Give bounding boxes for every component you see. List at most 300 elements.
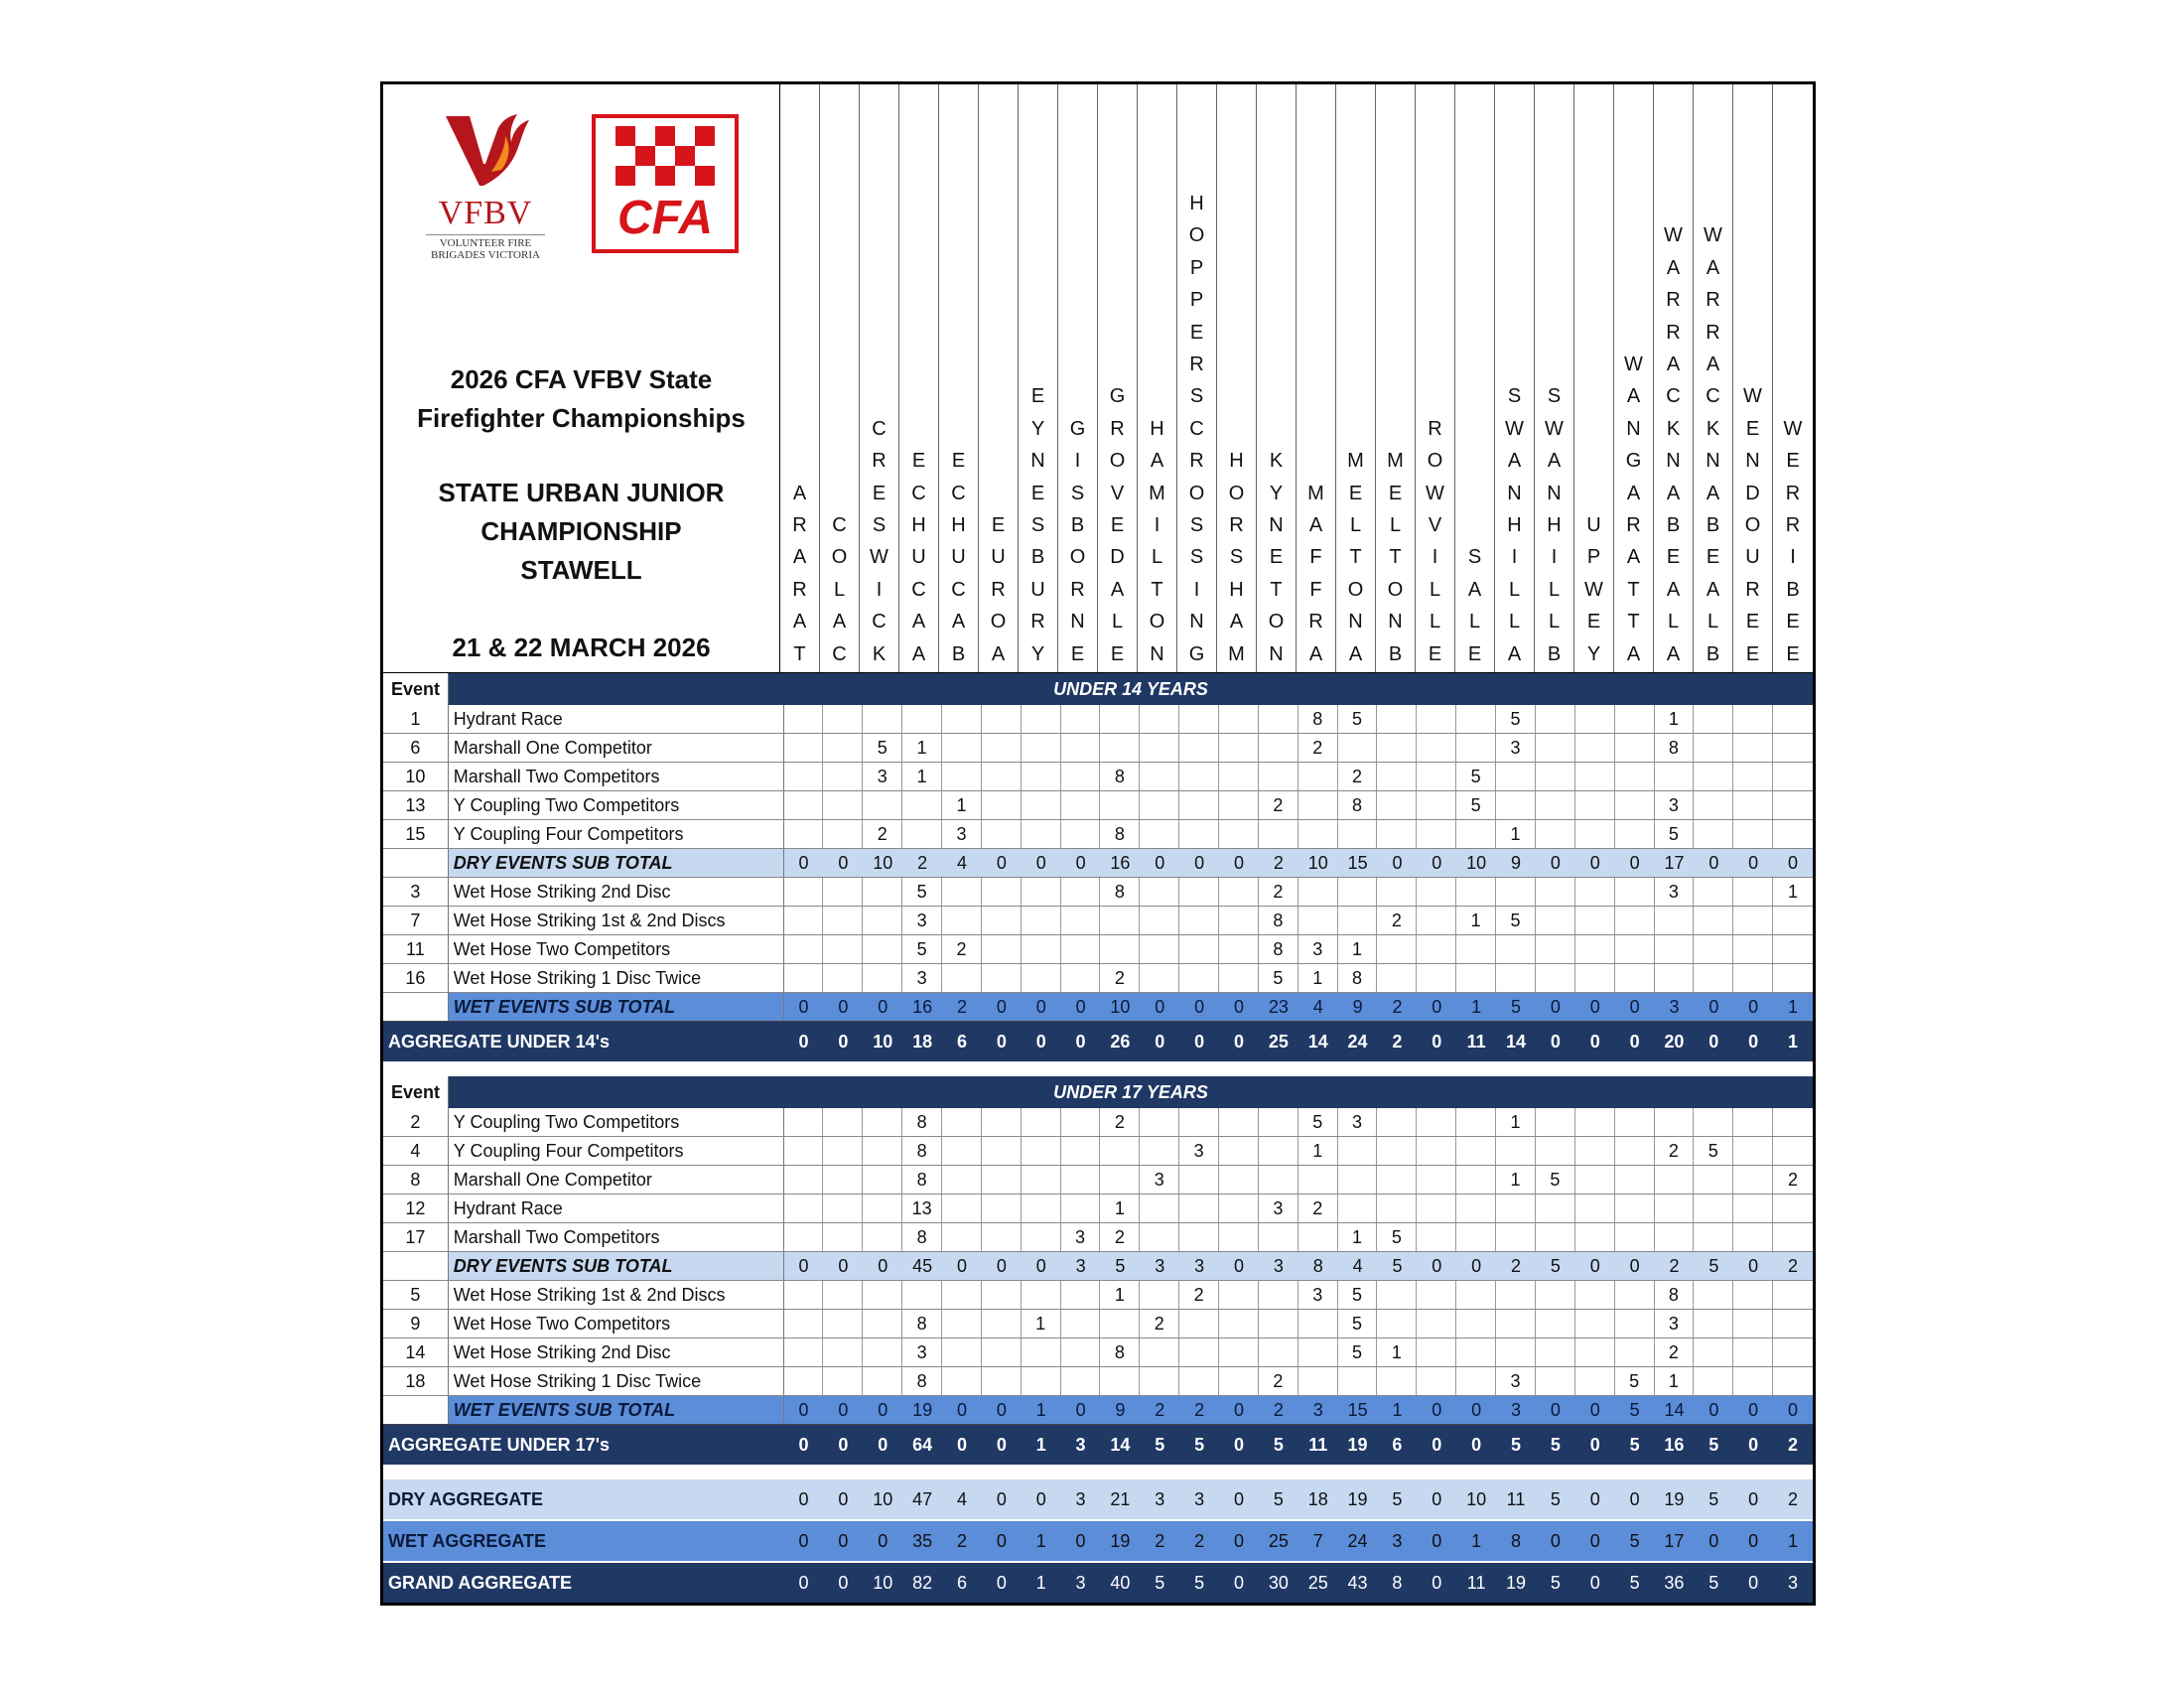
- event-number: 18: [383, 1367, 449, 1395]
- score-cell: 0: [878, 1256, 888, 1276]
- club-header: [1535, 84, 1574, 672]
- club-letter: W: [870, 546, 888, 569]
- club-letter: M: [1307, 482, 1324, 504]
- score-cell: [1417, 907, 1456, 934]
- score-cell: [1219, 1310, 1259, 1337]
- score-cell: [784, 1137, 824, 1165]
- dry-subtotal-row: [383, 1252, 1813, 1281]
- score-cell: 8: [1100, 763, 1140, 790]
- event-number: 3: [383, 878, 449, 906]
- score-cell: [1022, 705, 1061, 733]
- score-cell: [1100, 1367, 1140, 1395]
- score-cell: 0: [1589, 1032, 1600, 1052]
- event-number: 7: [383, 907, 449, 934]
- score-cell: [1615, 1338, 1655, 1366]
- score-cell: [1377, 878, 1417, 906]
- score-cell: [942, 734, 982, 762]
- grand-aggregate-label: GRAND AGGREGATE: [388, 1573, 573, 1593]
- score-cell: [1140, 935, 1179, 963]
- score-cell: [1575, 1166, 1615, 1194]
- club-letter: T: [1270, 578, 1283, 601]
- score-cell: [823, 1137, 863, 1165]
- score-cell: [1655, 1195, 1695, 1222]
- club-letter: U: [911, 546, 926, 569]
- event-dates: 21 & 22 MARCH 2026: [452, 633, 711, 662]
- score-cell: [1536, 1137, 1575, 1165]
- score-cell: 10: [1307, 853, 1328, 873]
- score-cell: 15: [1347, 1400, 1368, 1420]
- club-header: [1733, 84, 1773, 672]
- score-cell: 5: [1115, 1256, 1126, 1276]
- score-cell: 3: [1655, 1310, 1695, 1337]
- event-name: Wet Hose Striking 1 Disc Twice: [449, 1367, 784, 1395]
- vfbv-flame-icon: [426, 112, 545, 192]
- score-cell: [1733, 1367, 1773, 1395]
- score-cell: [1417, 1195, 1456, 1222]
- score-cell: [784, 763, 824, 790]
- score-cell: 3: [1155, 1489, 1165, 1509]
- club-letter: S: [1070, 482, 1085, 504]
- club-letter: N: [1388, 611, 1403, 633]
- score-cell: [1140, 820, 1179, 848]
- club-letter: E: [1786, 611, 1800, 633]
- score-cell: [784, 907, 824, 934]
- score-cell: 8: [902, 1166, 942, 1194]
- score-cell: [1259, 820, 1298, 848]
- score-cell: [1733, 734, 1773, 762]
- score-cell: 3: [1338, 1108, 1378, 1136]
- score-cell: [982, 1223, 1022, 1251]
- event-number: 4: [383, 1137, 449, 1165]
- score-cell: 19: [912, 1400, 933, 1420]
- score-cell: [1575, 1137, 1615, 1165]
- score-cell: [1733, 1223, 1773, 1251]
- club-letter: E: [1030, 482, 1045, 504]
- club-letter: R: [1785, 513, 1801, 536]
- score-cell: 5: [863, 734, 902, 762]
- score-cell: 0: [838, 1032, 849, 1052]
- score-cell: [1140, 1195, 1179, 1222]
- score-cell: 0: [1550, 1032, 1561, 1052]
- club-letter: C: [1666, 385, 1681, 408]
- score-cell: [1694, 1367, 1733, 1395]
- club-letter: B: [1070, 513, 1085, 536]
- score-cell: [1456, 734, 1496, 762]
- score-cell: [1061, 1310, 1101, 1337]
- score-cell: 1: [1471, 997, 1482, 1017]
- score-cell: 3: [902, 964, 942, 992]
- score-cell: 0: [1550, 1400, 1561, 1420]
- score-cell: 5: [1694, 1137, 1733, 1165]
- club-header: [1773, 84, 1813, 672]
- score-cell: [1259, 1281, 1298, 1309]
- score-cell: 3: [1061, 1223, 1101, 1251]
- score-cell: [1179, 878, 1219, 906]
- score-cell: 0: [798, 1435, 809, 1455]
- score-cell: 35: [912, 1531, 933, 1551]
- score-cell: [1140, 791, 1179, 819]
- club-letter: A: [1666, 642, 1681, 665]
- score-cell: [1694, 1338, 1733, 1366]
- score-cell: 1: [1788, 882, 1799, 902]
- score-cell: 0: [1748, 1256, 1759, 1276]
- score-cell: [1773, 820, 1813, 848]
- score-cell: 0: [1471, 1256, 1482, 1276]
- score-cell: [1100, 791, 1140, 819]
- score-cell: 1: [1496, 1166, 1536, 1194]
- score-cell: 0: [838, 1489, 849, 1509]
- club-letter: E: [1388, 482, 1403, 504]
- club-letter: A: [1150, 450, 1164, 473]
- club-letter: L: [1111, 611, 1124, 633]
- score-cell: [1773, 1338, 1813, 1366]
- event-row: [383, 935, 1813, 964]
- club-header: [1376, 84, 1416, 672]
- score-cell: 0: [798, 1032, 809, 1052]
- score-cell: [784, 734, 824, 762]
- score-cell: 5: [1655, 820, 1695, 848]
- score-cell: [1298, 1338, 1338, 1366]
- club-letter: L: [1468, 611, 1481, 633]
- score-cell: [1219, 1223, 1259, 1251]
- club-letter: A: [1666, 256, 1681, 279]
- club-letter: C: [832, 642, 847, 665]
- club-letter: O: [1109, 450, 1126, 473]
- score-cell: [1338, 1367, 1378, 1395]
- score-cell: [1219, 964, 1259, 992]
- score-cell: [1377, 1367, 1417, 1395]
- club-letter: I: [1193, 578, 1200, 601]
- score-cell: 2: [1298, 734, 1338, 762]
- score-cell: [784, 1367, 824, 1395]
- score-cell: [823, 1367, 863, 1395]
- club-header: [1416, 84, 1455, 672]
- event-row: [383, 1367, 1813, 1396]
- club-letter: A: [951, 611, 966, 633]
- score-cell: 0: [1234, 853, 1245, 873]
- score-cell: 4: [956, 1489, 967, 1509]
- score-cell: 17: [1664, 1531, 1685, 1551]
- title-line-1: 2026 CFA VFBV State: [450, 364, 713, 394]
- score-cell: [1061, 907, 1101, 934]
- wet-aggregate-row: [383, 1521, 1813, 1561]
- score-cell: [1456, 1137, 1496, 1165]
- score-cell: [902, 791, 942, 819]
- score-cell: [823, 820, 863, 848]
- score-cell: 14: [1307, 1032, 1328, 1052]
- score-cell: [1298, 1166, 1338, 1194]
- aggregate-label: AGGREGATE UNDER 14's: [388, 1032, 610, 1052]
- score-cell: [1298, 1223, 1338, 1251]
- score-cell: [1773, 1367, 1813, 1395]
- club-header: [1138, 84, 1177, 672]
- score-cell: 3: [1155, 1256, 1165, 1276]
- club-letter: U: [1586, 513, 1601, 536]
- score-cell: 8: [1259, 907, 1298, 934]
- score-cell: 3: [902, 1338, 942, 1366]
- score-cell: [1259, 1108, 1298, 1136]
- score-cell: [982, 1338, 1022, 1366]
- club-letter: R: [1706, 321, 1720, 344]
- wet-subtotal-row: [383, 1396, 1813, 1425]
- score-cell: [1575, 935, 1615, 963]
- score-cell: 3: [1194, 1489, 1205, 1509]
- club-letter: I: [876, 578, 883, 601]
- cfa-checker-icon: [615, 126, 715, 188]
- score-cell: [1575, 1338, 1615, 1366]
- score-cell: [863, 1137, 902, 1165]
- score-cell: 0: [1233, 1032, 1244, 1052]
- score-cell: [784, 964, 824, 992]
- score-cell: [1694, 1281, 1733, 1309]
- score-cell: [1694, 1310, 1733, 1337]
- club-letter: I: [1790, 546, 1796, 569]
- score-cell: [784, 705, 824, 733]
- score-cell: [942, 1108, 982, 1136]
- score-cell: [1536, 935, 1575, 963]
- score-cell: [1219, 1281, 1259, 1309]
- score-cell: 5: [1550, 1256, 1561, 1276]
- score-cell: [1377, 935, 1417, 963]
- score-cell: 0: [996, 1489, 1007, 1509]
- score-cell: 8: [1338, 964, 1378, 992]
- score-cell: [1061, 1137, 1101, 1165]
- club-header: [1614, 84, 1654, 672]
- score-cell: 10: [873, 1032, 893, 1052]
- event-name: Marshall One Competitor: [449, 734, 784, 762]
- score-cell: 0: [838, 1531, 849, 1551]
- score-cell: 5: [1511, 997, 1522, 1017]
- score-cell: 8: [1100, 1338, 1140, 1366]
- score-cell: 0: [996, 997, 1007, 1017]
- club-letter: O: [1228, 482, 1245, 504]
- score-cell: [1694, 1223, 1733, 1251]
- score-cell: 19: [1347, 1435, 1368, 1455]
- subtitle-line-3: STAWELL: [520, 555, 642, 585]
- score-cell: [1773, 935, 1813, 963]
- score-cell: [1773, 1108, 1813, 1136]
- score-cell: 9: [1115, 1400, 1126, 1420]
- score-cell: 0: [1589, 1489, 1600, 1509]
- score-cell: [1259, 1223, 1298, 1251]
- score-cell: 16: [1110, 853, 1131, 873]
- score-cell: [1022, 935, 1061, 963]
- club-letter: R: [1666, 289, 1681, 312]
- score-cell: [1179, 907, 1219, 934]
- club-letter: F: [1309, 578, 1322, 601]
- club-header: [1257, 84, 1297, 672]
- score-cell: 2: [1194, 1400, 1205, 1420]
- score-cell: 0: [1234, 1256, 1245, 1276]
- score-cell: [823, 1223, 863, 1251]
- score-cell: [1417, 705, 1456, 733]
- score-cell: [1694, 791, 1733, 819]
- event-number: 14: [383, 1338, 449, 1366]
- club-letter: U: [951, 546, 966, 569]
- score-cell: 64: [912, 1435, 933, 1455]
- score-cell: [1575, 1108, 1615, 1136]
- dry-aggregate-row: [383, 1479, 1813, 1519]
- score-cell: 5: [1629, 1531, 1640, 1551]
- score-cell: [1022, 791, 1061, 819]
- sheet-header: [383, 84, 1813, 673]
- club-header: [1297, 84, 1336, 672]
- score-cell: 5: [1496, 705, 1536, 733]
- score-cell: [1694, 820, 1733, 848]
- score-cell: 0: [1432, 1032, 1442, 1052]
- score-cell: [1338, 1195, 1378, 1222]
- score-cell: [1694, 1108, 1733, 1136]
- club-header: [1177, 84, 1217, 672]
- score-cell: [1575, 1310, 1615, 1337]
- section-spacer: [383, 1465, 1813, 1479]
- score-cell: [1536, 964, 1575, 992]
- score-cell: 2: [1155, 1400, 1165, 1420]
- club-letter: A: [1706, 352, 1720, 375]
- club-letter: C: [1189, 417, 1204, 440]
- score-cell: [1733, 1338, 1773, 1366]
- score-cell: [1022, 1108, 1061, 1136]
- score-cell: 18: [1307, 1489, 1328, 1509]
- score-cell: [1655, 1108, 1695, 1136]
- score-cell: 2: [1669, 1256, 1680, 1276]
- club-letter: W: [1426, 482, 1444, 504]
- score-cell: [1061, 878, 1101, 906]
- score-cell: 0: [1035, 853, 1046, 873]
- section-title: UNDER 17 YEARS: [1053, 1082, 1208, 1102]
- score-cell: 1: [1035, 1400, 1046, 1420]
- score-cell: 0: [1075, 1531, 1086, 1551]
- club-letter: R: [872, 450, 887, 473]
- score-cell: [1179, 705, 1219, 733]
- score-cell: [1259, 705, 1298, 733]
- event-name: Wet Hose Striking 1st & 2nd Discs: [449, 907, 784, 934]
- club-letter: A: [1626, 482, 1641, 504]
- score-cell: [1298, 1367, 1338, 1395]
- score-cell: 23: [1268, 997, 1289, 1017]
- score-cell: [1022, 1137, 1061, 1165]
- club-letter: S: [1189, 385, 1204, 408]
- score-cell: [1377, 820, 1417, 848]
- score-cell: 0: [1075, 1032, 1086, 1052]
- score-cell: [863, 705, 902, 733]
- score-cell: 2: [1273, 1400, 1284, 1420]
- score-cell: 0: [1550, 1531, 1561, 1551]
- score-cell: [1575, 907, 1615, 934]
- score-cell: 0: [1708, 1531, 1719, 1551]
- score-cell: [1100, 1166, 1140, 1194]
- score-cell: [1140, 763, 1179, 790]
- club-letter: E: [951, 450, 966, 473]
- club-letter: N: [1706, 450, 1720, 473]
- score-cell: [942, 1223, 982, 1251]
- score-cell: 1: [942, 791, 982, 819]
- score-cell: 3: [902, 907, 942, 934]
- score-cell: 0: [1748, 1489, 1759, 1509]
- score-cell: [1061, 820, 1101, 848]
- club-letter: A: [1229, 611, 1244, 633]
- score-cell: 2: [1511, 1256, 1522, 1276]
- club-header: [1098, 84, 1138, 672]
- score-cell: [942, 964, 982, 992]
- score-cell: 2: [1100, 964, 1140, 992]
- score-cell: 0: [838, 1573, 849, 1593]
- score-cell: 0: [1194, 997, 1205, 1017]
- club-letter: A: [792, 482, 807, 504]
- score-cell: 0: [1629, 1032, 1640, 1052]
- event-row: [383, 1108, 1813, 1137]
- score-cell: 5: [1273, 1435, 1284, 1455]
- section-header: [383, 1076, 1813, 1108]
- score-cell: [1733, 1137, 1773, 1165]
- score-cell: [1773, 964, 1813, 992]
- score-cell: [863, 935, 902, 963]
- score-cell: 1: [902, 763, 942, 790]
- club-letter: N: [1269, 513, 1284, 536]
- score-cell: [1575, 964, 1615, 992]
- club-letter: L: [1508, 578, 1521, 601]
- club-letter: E: [991, 513, 1006, 536]
- score-cell: [1140, 1137, 1179, 1165]
- club-letter: G: [1188, 642, 1205, 665]
- score-cell: 8: [1338, 791, 1378, 819]
- club-letter: N: [1507, 482, 1522, 504]
- score-cell: 8: [902, 1223, 942, 1251]
- score-cell: 1: [1788, 1531, 1799, 1551]
- club-letter: C: [911, 578, 926, 601]
- score-cell: 3: [1496, 1367, 1536, 1395]
- score-cell: [1773, 1195, 1813, 1222]
- club-letter: R: [1189, 450, 1204, 473]
- score-cell: 14: [1664, 1400, 1685, 1420]
- score-cell: [982, 763, 1022, 790]
- club-letter: H: [911, 513, 926, 536]
- score-cell: [1575, 1367, 1615, 1395]
- score-cell: 0: [798, 1531, 809, 1551]
- score-cell: [1022, 1223, 1061, 1251]
- score-cell: [1496, 1223, 1536, 1251]
- club-letter: E: [872, 482, 887, 504]
- club-letter: A: [1666, 482, 1681, 504]
- score-cell: 0: [1155, 997, 1165, 1017]
- score-cell: [1179, 1195, 1219, 1222]
- score-cell: 5: [902, 878, 942, 906]
- club-letter: U: [1030, 578, 1045, 601]
- score-cell: 43: [1347, 1573, 1368, 1593]
- score-cell: 5: [1194, 1435, 1205, 1455]
- score-cell: 3: [1075, 1256, 1086, 1276]
- score-cell: [1615, 1281, 1655, 1309]
- score-cell: [1417, 763, 1456, 790]
- club-letter: N: [1070, 611, 1085, 633]
- score-cell: 3: [1496, 734, 1536, 762]
- score-cell: [1061, 791, 1101, 819]
- score-cell: 2: [1273, 853, 1284, 873]
- aggregate-row: [383, 1425, 1813, 1465]
- event-name: Y Coupling Four Competitors: [449, 1137, 784, 1165]
- club-letter: W: [1584, 578, 1603, 601]
- club-letter: R: [792, 513, 807, 536]
- blank-cell: [383, 849, 449, 877]
- score-cell: [1496, 1310, 1536, 1337]
- score-cell: 0: [956, 1256, 967, 1276]
- score-cell: [863, 1108, 902, 1136]
- score-cell: 0: [878, 1435, 888, 1455]
- club-letter: B: [951, 642, 966, 665]
- score-cell: 1: [1496, 1108, 1536, 1136]
- club-letter: B: [1547, 642, 1562, 665]
- score-cell: [1298, 907, 1338, 934]
